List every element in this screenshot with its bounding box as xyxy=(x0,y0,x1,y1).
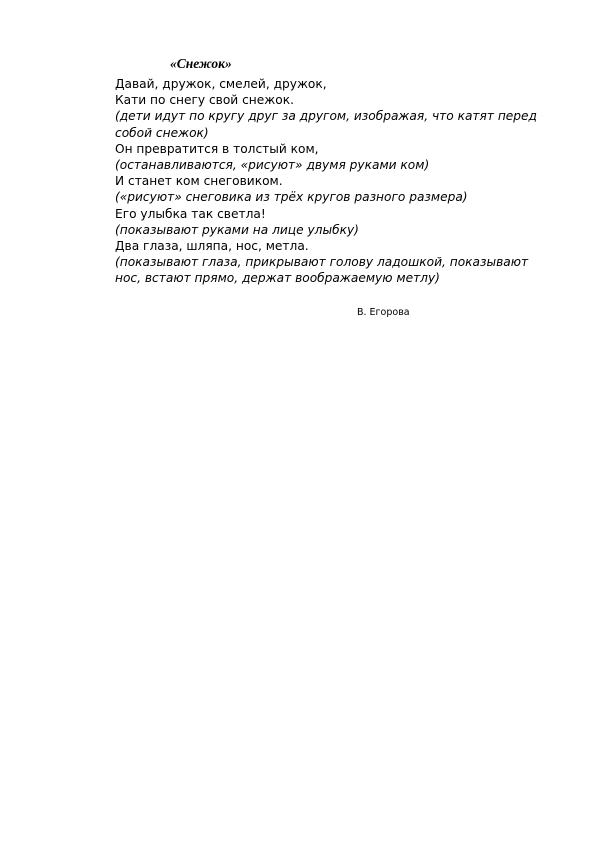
poem-line: Его улыбка так светла! xyxy=(115,206,266,221)
poem-body xyxy=(115,76,555,287)
stage-direction: («рисуют» снеговика из трёх кругов разного размера) xyxy=(115,190,468,205)
poem-line: Он превратится в толстый ком, xyxy=(115,141,319,156)
poem-title: «Снежок» xyxy=(170,56,232,71)
stage-direction: (дети идут по кругу друг за другом, изображая, что катят перед собой снежок) xyxy=(115,109,537,140)
stage-direction: (показывают глаза, прикрывают голову ладошкой, показывают нос, встают прямо, держат воображаемую метлу) xyxy=(115,255,529,286)
poem-line: И станет ком снеговиком. xyxy=(115,174,283,189)
author-signature: В. Егорова xyxy=(357,307,410,318)
poem-line: Давай, дружок, смелей, дружок, xyxy=(115,77,327,91)
poem-line: Два глаза, шляпа, нос, метла. xyxy=(115,239,309,254)
stage-direction: (останавливаются, «рисуют» двумя руками ком) xyxy=(115,158,430,173)
poem-line: Кати по снегу свой снежок. xyxy=(115,93,294,108)
stage-direction: (показывают руками на лице улыбку) xyxy=(115,222,359,237)
